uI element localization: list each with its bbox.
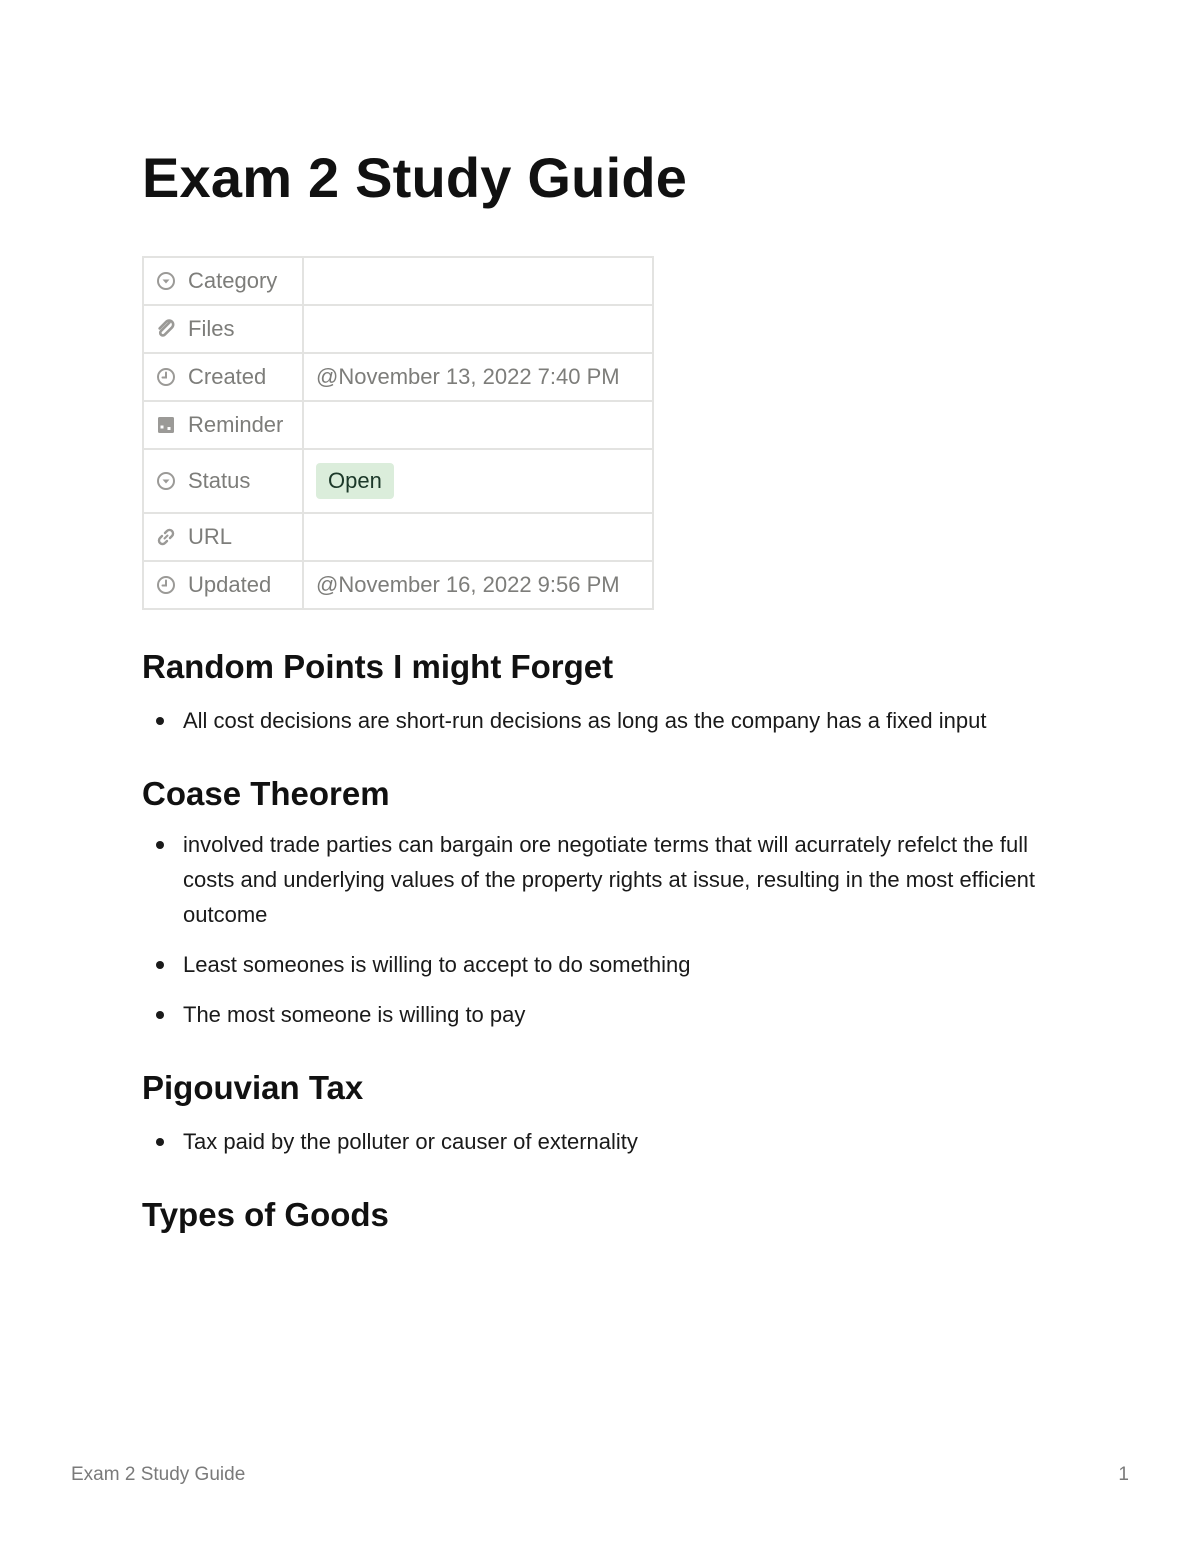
property-value[interactable] [303, 513, 653, 561]
property-row-status [143, 449, 653, 513]
properties-table [142, 256, 654, 610]
list-item: The most someone is willing to pay [142, 997, 1062, 1032]
clock-icon [156, 367, 176, 387]
property-label: Reminder [188, 412, 284, 437]
property-value[interactable] [303, 257, 653, 305]
paperclip-icon [156, 319, 176, 339]
list-item: All cost decisions are short-run decisions as long as the company has a fixed input [142, 703, 1062, 738]
list-item: involved trade parties can bargain ore negotiate terms that will acurrately refelct the full costs and underlying values of the property rights at issue, resulting in the most efficient outcome [142, 827, 1062, 932]
calendar-icon [156, 415, 176, 435]
select-icon [156, 271, 176, 291]
section-heading-random-points: Random Points I might Forget [142, 648, 614, 685]
bullet-list-pigouvian-tax [142, 1124, 1062, 1159]
property-label: URL [188, 524, 233, 549]
section-heading-pigouvian-tax: Pigouvian Tax [142, 1069, 364, 1106]
footer-title: Exam 2 Study Guide [71, 1464, 246, 1485]
property-label: Updated [188, 572, 272, 597]
property-label: Status [188, 468, 251, 493]
property-label: Created [188, 364, 267, 389]
list-item: Tax paid by the polluter or causer of externality [142, 1124, 1062, 1159]
page-title: Exam 2 Study Guide [142, 146, 688, 209]
property-row-category [143, 257, 653, 305]
property-row-updated [143, 561, 653, 609]
page-number: 1 [1118, 1464, 1129, 1485]
property-row-files [143, 305, 653, 353]
property-row-reminder [143, 401, 653, 449]
clock-icon [156, 575, 176, 595]
bullet-list-coase-theorem [142, 827, 1062, 1032]
section-heading-coase-theorem: Coase Theorem [142, 775, 390, 812]
status-badge[interactable]: Open [316, 463, 394, 499]
property-value[interactable] [303, 401, 653, 449]
property-value-updated[interactable]: @November 16, 2022 9:56 PM [303, 561, 653, 609]
property-row-created [143, 353, 653, 401]
property-label: Files [188, 316, 235, 341]
property-value[interactable] [303, 305, 653, 353]
property-value-created[interactable]: @November 13, 2022 7:40 PM [303, 353, 653, 401]
property-label: Category [188, 268, 278, 293]
list-item: Least someones is willing to accept to do something [142, 947, 1062, 982]
select-icon [156, 471, 176, 491]
section-heading-types-of-goods: Types of Goods [142, 1196, 389, 1233]
property-row-url [143, 513, 653, 561]
bullet-list-random-points [142, 703, 1062, 738]
link-icon [156, 527, 176, 547]
